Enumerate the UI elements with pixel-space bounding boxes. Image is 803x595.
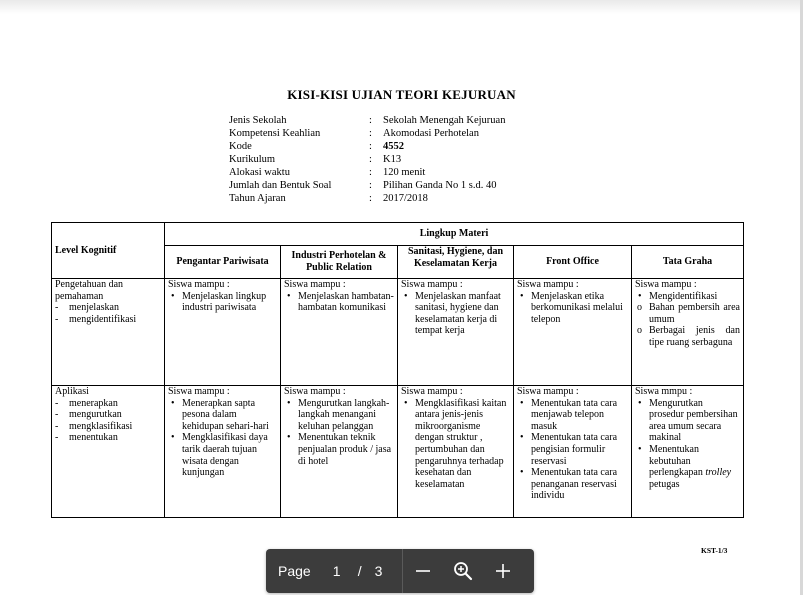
info-label: Kode	[229, 141, 252, 152]
info-label: Kurikulum	[229, 154, 276, 165]
info-label: Jumlah dan Bentuk Soal	[229, 180, 332, 191]
table-cell: Siswa mampu : • Menjelaskan manfaat sanitasi, hygiene dan keselamatan kerja di tempat kerja	[398, 279, 514, 386]
lingkup-materi-header: Lingkup Materi	[165, 223, 744, 246]
info-label: Jenis Sekolah	[229, 115, 287, 126]
table-cell: Siswa mampu : • Menjelaskan lingkup industri pariwisata	[165, 279, 281, 386]
table-row	[52, 386, 744, 518]
zoom-out-button[interactable]	[403, 549, 443, 593]
info-row: Kurikulum : K13	[229, 154, 402, 165]
table-cell: Siswa mampu : • Menentukan tata cara menjawab telepon masuk • Menentukan tata cara pengisian formulir reservasi • Menentukan tata cara penanganan reservasi individu	[514, 386, 632, 518]
column-header: Industri Perhotelan & Public Relation	[281, 246, 398, 279]
info-value: Pilihan Ganda No 1 s.d. 40	[383, 180, 497, 191]
page-code: KST-1/3	[701, 546, 728, 555]
page-separator: /	[357, 563, 362, 579]
zoom-icon	[453, 561, 473, 581]
fit-zoom-button[interactable]	[443, 549, 483, 593]
pdf-viewer-toolbar	[266, 549, 534, 593]
current-page-input[interactable]: 1	[332, 563, 341, 579]
table-cell: Siswa mampu : • Menerapkan sapta pesona dalam kehidupan sehari-hari • Mengklasifikasi daya tarik daerah tujuan wisata dengan kunjungan	[165, 386, 281, 518]
column-header: Pengantar Pariwisata	[165, 246, 281, 279]
info-value: 4552	[383, 141, 404, 152]
level-kognitif-header: Level Kognitif	[52, 223, 165, 279]
page-label: Page	[278, 563, 311, 579]
page-indicator	[266, 549, 402, 593]
info-value: 2017/2018	[383, 193, 428, 204]
info-label: Alokasi waktu	[229, 167, 290, 178]
table-cell: Siswa mampu : • Mengurutkan langkah-langkah menangani keluhan pelanggan • Menentukan teknik penjualan produk / jasa di hotel	[281, 386, 398, 518]
zoom-out-icon	[415, 563, 431, 579]
zoom-in-button[interactable]	[483, 549, 523, 593]
info-value: K13	[383, 154, 402, 165]
level-cell: Pengetahuan dan pemahaman - menjelaskan - mengidentifikasi	[52, 279, 165, 386]
info-value: Akomodasi Perhotelan	[383, 128, 479, 139]
info-block	[229, 114, 505, 205]
info-value: Sekolah Menengah Kejuruan	[383, 115, 506, 126]
table-cell: Siswa mampu : • Mengklasifikasi kaitan antara jenis-jenis mikroorganisme dengan struktur , pertumbuhan dan pengaruhnya terhadap kesehatan dan keselamatan	[398, 386, 514, 518]
info-row: Tahun Ajaran : 2017/2018	[229, 193, 428, 204]
info-row: Kode : 4552	[229, 141, 404, 152]
info-label: Tahun Ajaran	[229, 193, 286, 204]
zoom-in-icon	[495, 563, 511, 579]
info-row: Alokasi waktu : 120 menit	[229, 167, 426, 178]
info-value: 120 menit	[383, 167, 426, 178]
table-cell: Siswa mampu : • Menjelaskan hambatan-hambatan komunikasi	[281, 279, 398, 386]
kisi-kisi-table	[51, 222, 744, 518]
column-header: Tata Graha	[632, 246, 744, 279]
info-row: Kompetensi Keahlian : Akomodasi Perhotelan	[229, 128, 479, 139]
viewer-top-shadow	[0, 0, 803, 14]
column-header: Front Office	[514, 246, 632, 279]
info-row: Jumlah dan Bentuk Soal : Pilihan Ganda No 1 s.d. 40	[229, 180, 497, 191]
column-header: Sanitasi, Hygiene, dan Keselamatan Kerja	[398, 246, 514, 279]
table-cell: Siswa mmpu : • Mengurutkan prosedur pembersihan area umum secara makinal • Menentukan kebutuhan perlengkapan trolley petugas	[632, 386, 744, 518]
table-cell: Siswa mampu : • Menjelaskan etika berkomunikasi melalui telepon	[514, 279, 632, 386]
table-cell: Siswa mampu : • Mengidentifikasi o Bahan pembersih area umum o Berbagai jenis dan tipe ruang serbaguna	[632, 279, 744, 386]
table-row	[52, 279, 744, 386]
document-title: KISI-KISI UJIAN TEORI KEJURUAN	[287, 87, 516, 102]
info-label: Kompetensi Keahlian	[229, 128, 321, 139]
total-pages: 3	[374, 563, 383, 579]
level-cell: Aplikasi - menerapkan - mengurutkan - mengklasifikasi - menentukan	[52, 386, 165, 518]
info-row: Jenis Sekolah : Sekolah Menengah Kejuruan	[229, 115, 506, 126]
